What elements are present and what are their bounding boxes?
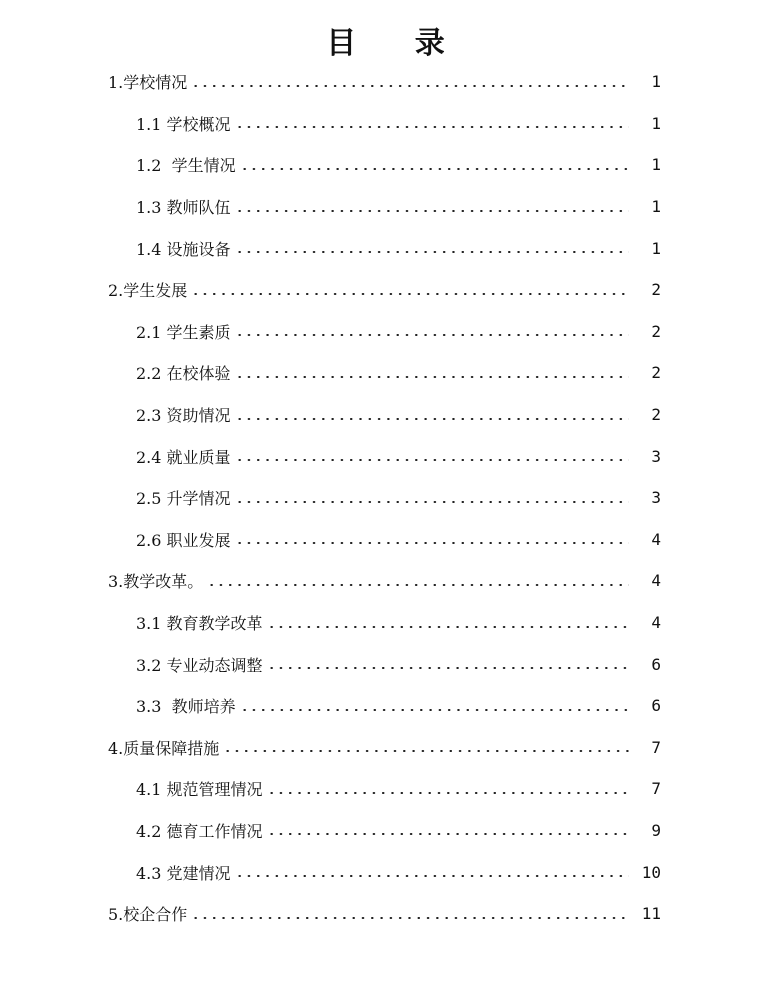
toc-entry-page-number: 1 — [651, 155, 661, 175]
dot-leader — [235, 459, 629, 461]
toc-entry-page-number: 11 — [641, 904, 661, 924]
toc-entry-page-number: 3 — [651, 446, 661, 466]
toc-entry-label: 2.2 在校体验 — [136, 364, 231, 384]
toc-entry-section[interactable] — [0, 311, 771, 353]
toc-entry-label: 2.4 就业质量 — [136, 447, 231, 467]
toc-entry-label: 1.2 学生情况 — [136, 156, 236, 176]
dot-leader — [240, 709, 629, 711]
toc-entry-page-number: 4 — [651, 613, 661, 633]
toc-entry-page-number: 2 — [651, 321, 661, 341]
toc-entry-page-number: 2 — [651, 363, 661, 383]
toc-entry-page-number: 7 — [651, 737, 661, 757]
dot-leader — [235, 210, 629, 212]
toc-entry-label: 1.4 设施设备 — [136, 239, 231, 259]
toc-entry-chapter[interactable] — [0, 269, 771, 311]
toc-entry-label: 4.3 党建情况 — [136, 863, 231, 883]
toc-entry-label: 3.1 教育教学改革 — [136, 614, 263, 634]
toc-entry-label: 2.1 学生素质 — [136, 322, 231, 342]
dot-leader — [267, 792, 629, 794]
toc-entry-label: 2.3 资助情况 — [136, 406, 231, 426]
toc-entry-label: 1.3 教师队伍 — [136, 198, 231, 218]
toc-entry-chapter[interactable] — [0, 61, 771, 103]
toc-entry-label: 2.5 升学情况 — [136, 489, 231, 509]
toc-entry-section[interactable] — [0, 394, 771, 436]
toc-entry-label: 4.2 德育工作情况 — [136, 821, 263, 841]
toc-entry-page-number: 2 — [651, 405, 661, 425]
toc-entry-section[interactable] — [0, 227, 771, 269]
toc-entry-section[interactable] — [0, 810, 771, 852]
toc-entry-label: 3.教学改革。 — [108, 572, 204, 592]
toc-entry-section[interactable] — [0, 103, 771, 145]
toc-entry-section[interactable] — [0, 186, 771, 228]
toc-entry-label: 2.6 职业发展 — [136, 530, 231, 550]
dot-leader — [240, 168, 629, 170]
toc-entry-page-number: 6 — [651, 696, 661, 716]
dot-leader — [191, 85, 629, 87]
dot-leader — [207, 584, 629, 586]
dot-leader — [235, 418, 629, 420]
dot-leader — [235, 334, 629, 336]
toc-entry-page-number: 7 — [651, 779, 661, 799]
dot-leader — [235, 875, 629, 877]
toc-entry-page-number: 4 — [651, 529, 661, 549]
toc-entry-page-number: 10 — [641, 862, 661, 882]
dot-leader — [267, 667, 629, 669]
toc-entry-section[interactable] — [0, 602, 771, 644]
toc-entry-label: 1.1 学校概况 — [136, 114, 231, 134]
toc-entry-page-number: 2 — [651, 280, 661, 300]
toc-entry-page-number: 1 — [651, 197, 661, 217]
toc-title: 目 录 — [326, 26, 469, 61]
dot-leader — [235, 251, 629, 253]
dot-leader — [191, 917, 629, 919]
toc-entry-section[interactable] — [0, 643, 771, 685]
toc-entry-page-number: 9 — [651, 820, 661, 840]
toc-entry-section[interactable] — [0, 519, 771, 561]
toc-entry-label: 3.2 专业动态调整 — [136, 655, 263, 675]
toc-entry-page-number: 1 — [651, 72, 661, 92]
dot-leader — [267, 626, 629, 628]
toc-entry-section[interactable] — [0, 768, 771, 810]
toc-entry-section[interactable] — [0, 851, 771, 893]
toc-entry-label: 4.质量保障措施 — [108, 738, 220, 758]
toc-entry-page-number: 1 — [651, 238, 661, 258]
toc-entry-page-number: 6 — [651, 654, 661, 674]
toc-entry-page-number: 3 — [651, 488, 661, 508]
dot-leader — [235, 501, 629, 503]
toc-entry-label: 4.1 规范管理情况 — [136, 780, 263, 800]
toc-entry-section[interactable] — [0, 477, 771, 519]
toc-entry-label: 2.学生发展 — [108, 281, 188, 301]
dot-leader — [235, 542, 629, 544]
toc-entry-chapter[interactable] — [0, 560, 771, 602]
toc-entry-chapter[interactable] — [0, 893, 771, 935]
toc-entry-section[interactable] — [0, 352, 771, 394]
toc-entry-chapter[interactable] — [0, 727, 771, 769]
dot-leader — [235, 126, 629, 128]
toc-entry-page-number: 1 — [651, 113, 661, 133]
toc-entry-label: 3.3 教师培养 — [136, 697, 236, 717]
toc-entry-label: 5.校企合作 — [108, 905, 188, 925]
dot-leader — [223, 750, 629, 752]
dot-leader — [235, 376, 629, 378]
toc-entry-label: 1.学校情况 — [108, 73, 188, 93]
toc-entry-section[interactable] — [0, 685, 771, 727]
toc-entry-page-number: 4 — [651, 571, 661, 591]
table-of-contents — [0, 61, 771, 934]
toc-entry-section[interactable] — [0, 435, 771, 477]
dot-leader — [267, 833, 629, 835]
dot-leader — [191, 293, 629, 295]
toc-entry-section[interactable] — [0, 144, 771, 186]
